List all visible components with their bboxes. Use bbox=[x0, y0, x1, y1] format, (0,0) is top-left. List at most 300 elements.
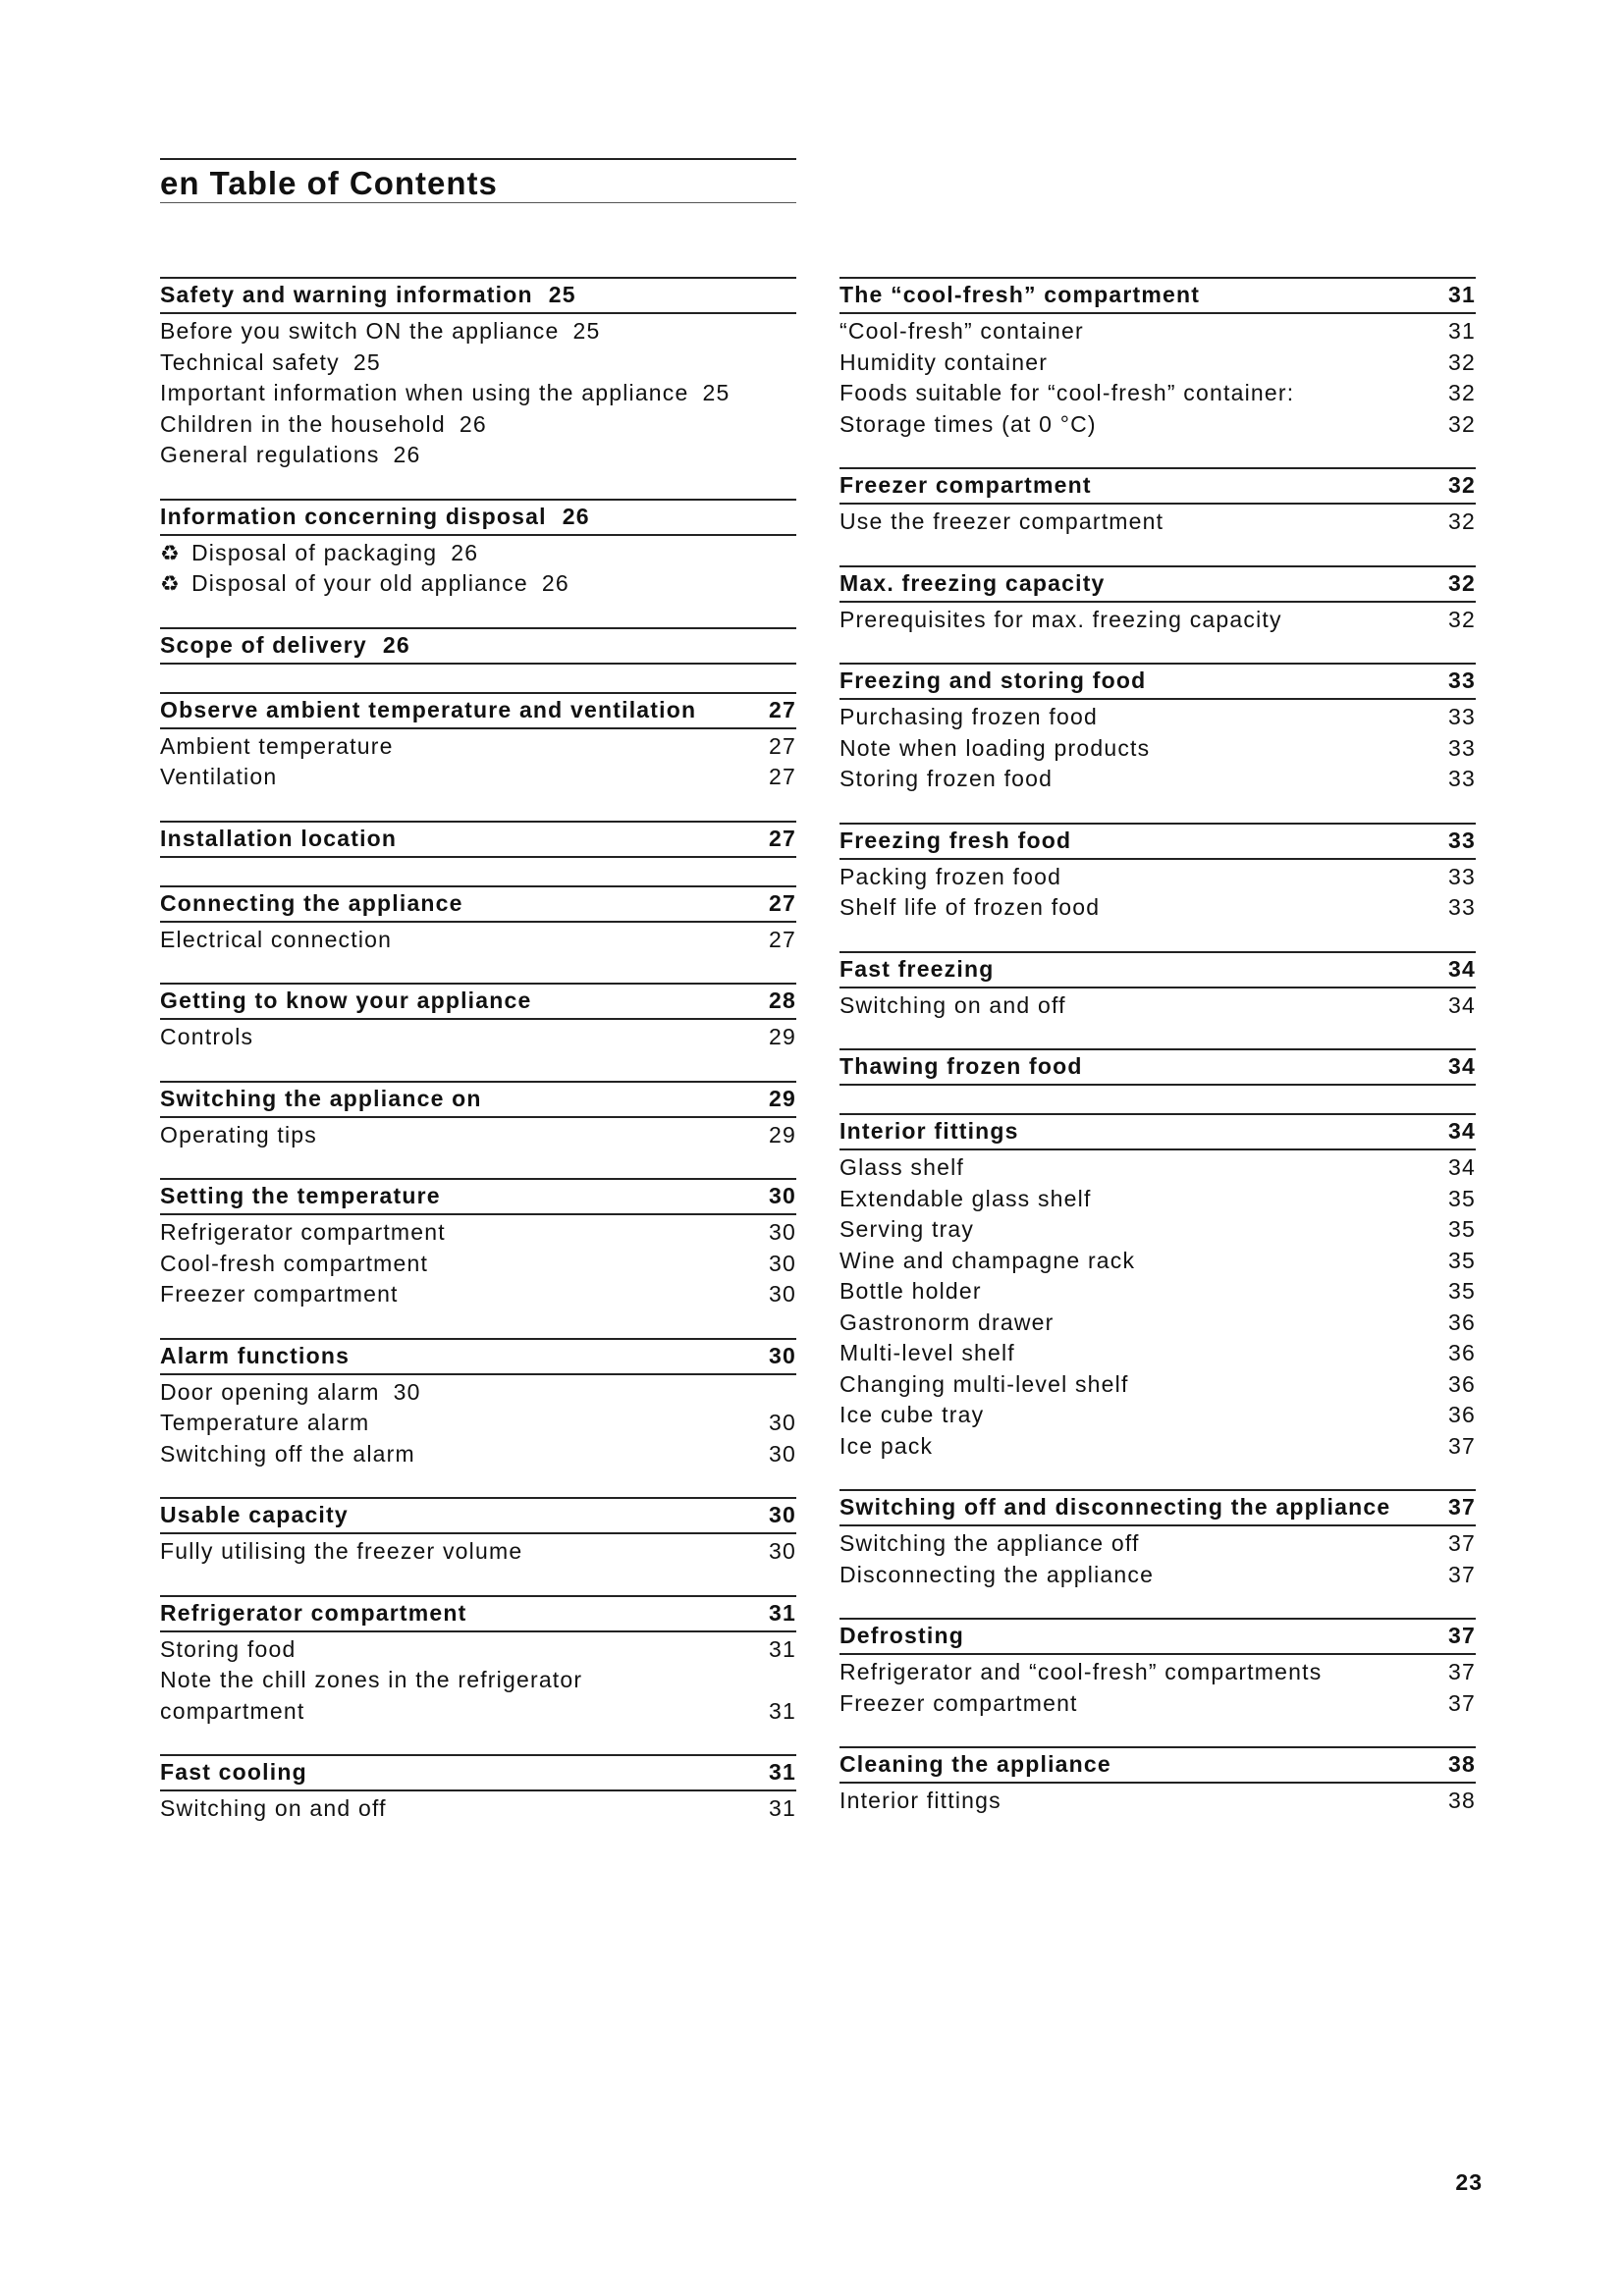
toc-item-list bbox=[160, 1791, 796, 1825]
section-page-number: 37 bbox=[1448, 1623, 1476, 1648]
toc-entry-page-number: 33 bbox=[1448, 734, 1476, 761]
toc-entry-label-wrap bbox=[160, 1634, 296, 1666]
toc-entry-label: “Cool-fresh” container bbox=[839, 318, 1084, 344]
toc-entry-page-number: 31 bbox=[769, 1697, 796, 1724]
section-title: Freezer compartment bbox=[839, 472, 1092, 498]
toc-entry[interactable] bbox=[160, 731, 796, 763]
toc-section bbox=[839, 467, 1476, 538]
toc-entry-label-wrap bbox=[839, 1431, 933, 1463]
toc-entry-label-wrap bbox=[160, 1377, 380, 1409]
toc-entry-label: Ice cube tray bbox=[839, 1402, 985, 1427]
toc-item-list bbox=[839, 1150, 1476, 1462]
toc-entry-label: Refrigerator compartment bbox=[160, 1219, 446, 1245]
toc-section-heading[interactable] bbox=[839, 663, 1476, 700]
toc-entry-label: Foods suitable for “cool-fresh” container: bbox=[839, 380, 1295, 405]
toc-section-heading[interactable] bbox=[839, 1489, 1476, 1526]
toc-entry[interactable] bbox=[839, 1184, 1476, 1215]
toc-item-list bbox=[839, 700, 1476, 795]
toc-entry-label-wrap bbox=[160, 1536, 522, 1568]
toc-entry-label-wrap bbox=[839, 409, 1097, 441]
toc-entry-page-number: 32 bbox=[1448, 380, 1476, 405]
toc-entry-page-number: 27 bbox=[769, 764, 796, 789]
toc-entry-label: Interior fittings bbox=[839, 1788, 1001, 1813]
section-title: Observe ambient temperature and ventilation bbox=[160, 696, 697, 722]
toc-entry-label-wrap bbox=[839, 862, 1061, 893]
toc-entry-label: Door opening alarm bbox=[160, 1378, 380, 1405]
section-title: Cleaning the appliance bbox=[839, 1751, 1111, 1777]
toc-entry-label: Disposal of your old appliance bbox=[191, 570, 528, 596]
toc-entry[interactable] bbox=[839, 1308, 1476, 1339]
section-page-number: 31 bbox=[769, 1759, 796, 1785]
toc-entry[interactable] bbox=[839, 605, 1476, 636]
toc-entry[interactable] bbox=[160, 1665, 796, 1727]
toc-entry-page-number: 32 bbox=[1448, 410, 1476, 437]
toc-entry[interactable] bbox=[839, 1528, 1476, 1560]
toc-section-heading[interactable] bbox=[839, 951, 1476, 988]
toc-entry-label: Packing frozen food bbox=[839, 863, 1062, 889]
toc-section-heading[interactable] bbox=[160, 499, 796, 536]
toc-entry-page-number: 35 bbox=[1448, 1216, 1476, 1242]
toc-entry-label: Disposal of packaging bbox=[191, 539, 438, 565]
page-header bbox=[160, 158, 796, 203]
toc-entry[interactable] bbox=[839, 1338, 1476, 1369]
section-page-number: 27 bbox=[769, 825, 796, 851]
toc-entry[interactable] bbox=[160, 347, 796, 379]
toc-entry[interactable] bbox=[839, 316, 1476, 347]
section-page-number: 34 bbox=[1448, 955, 1476, 982]
toc-entry-label-wrap bbox=[160, 731, 394, 763]
toc-section-heading[interactable] bbox=[160, 692, 796, 729]
toc-section-heading[interactable] bbox=[160, 1595, 796, 1632]
section-title: Usable capacity bbox=[160, 1502, 349, 1527]
toc-entry-page-number: 29 bbox=[769, 1121, 796, 1148]
toc-entry[interactable] bbox=[160, 1536, 796, 1568]
toc-entry-page-number: 35 bbox=[1448, 1278, 1476, 1304]
toc-entry-page-number: 25 bbox=[702, 380, 731, 405]
toc-entry-label: Storing food bbox=[160, 1635, 297, 1662]
section-page-number: 34 bbox=[1448, 1118, 1476, 1144]
toc-entry[interactable] bbox=[160, 1377, 796, 1409]
section-page-number: 25 bbox=[548, 282, 576, 307]
toc-section bbox=[839, 823, 1476, 924]
toc-entry-label: Technical safety bbox=[160, 348, 340, 375]
section-title: Scope of delivery bbox=[160, 631, 367, 658]
toc-entry-label: Prerequisites for max. freezing capacity bbox=[839, 606, 1282, 632]
toc-entry-label-wrap bbox=[839, 1688, 1078, 1720]
toc-section bbox=[160, 1178, 796, 1310]
toc-entry[interactable] bbox=[160, 1217, 796, 1249]
toc-entry[interactable] bbox=[839, 1152, 1476, 1184]
toc-section-heading[interactable] bbox=[839, 1113, 1476, 1150]
toc-section-heading[interactable] bbox=[160, 885, 796, 923]
toc-entry-label-wrap bbox=[839, 1214, 974, 1246]
toc-entry-page-number: 31 bbox=[769, 1795, 796, 1821]
section-title: Fast freezing bbox=[839, 955, 995, 982]
section-title: Connecting the appliance bbox=[160, 889, 463, 916]
toc-entry-page-number: 31 bbox=[769, 1635, 796, 1662]
toc-section bbox=[160, 1338, 796, 1470]
section-page-number: 34 bbox=[1448, 1053, 1476, 1079]
toc-entry-label: Glass shelf bbox=[839, 1154, 964, 1180]
section-page-number: 30 bbox=[769, 1502, 796, 1527]
toc-section-heading[interactable] bbox=[160, 1497, 796, 1534]
toc-entry[interactable] bbox=[160, 1408, 796, 1439]
toc-entry-label-wrap bbox=[839, 507, 1164, 538]
toc-entry-label-wrap bbox=[160, 1217, 446, 1249]
toc-entry-label-wrap bbox=[160, 1022, 253, 1053]
toc-section bbox=[839, 1048, 1476, 1086]
toc-item-list bbox=[839, 1784, 1476, 1817]
toc-item-list bbox=[839, 860, 1476, 924]
toc-item-list bbox=[160, 536, 796, 600]
toc-entry-label-wrap bbox=[839, 1246, 1135, 1277]
toc-entry[interactable] bbox=[839, 409, 1476, 441]
toc-section-heading[interactable] bbox=[839, 565, 1476, 603]
toc-entry-label: Before you switch ON the appliance bbox=[160, 318, 560, 344]
toc-entry[interactable] bbox=[839, 1214, 1476, 1246]
toc-entry[interactable] bbox=[160, 1120, 796, 1151]
toc-section-heading[interactable] bbox=[839, 1618, 1476, 1655]
toc-section-heading[interactable] bbox=[160, 1754, 796, 1791]
toc-section bbox=[160, 885, 796, 956]
toc-entry-label-wrap bbox=[160, 1793, 387, 1825]
toc-entry[interactable] bbox=[160, 1022, 796, 1053]
toc-item-list bbox=[160, 1534, 796, 1568]
toc-entry-page-number: 32 bbox=[1448, 348, 1476, 375]
toc-item-list bbox=[160, 1375, 796, 1470]
toc-entry[interactable] bbox=[839, 1369, 1476, 1401]
toc-section bbox=[839, 1113, 1476, 1462]
section-page-number: 31 bbox=[1448, 282, 1476, 307]
toc-section-heading[interactable] bbox=[160, 983, 796, 1020]
toc-entry[interactable] bbox=[839, 1688, 1476, 1720]
toc-entry[interactable] bbox=[160, 378, 796, 409]
toc-entry-page-number: 32 bbox=[1448, 606, 1476, 632]
toc-entry-page-number: 37 bbox=[1448, 1659, 1476, 1684]
recycle-icon: ♻ bbox=[160, 540, 181, 565]
toc-entry-label: Note when loading products bbox=[839, 734, 1151, 761]
toc-entry-label-wrap bbox=[160, 409, 446, 441]
toc-entry-label: Cool-fresh compartment bbox=[160, 1250, 429, 1276]
toc-entry[interactable] bbox=[839, 862, 1476, 893]
section-title: Installation location bbox=[160, 825, 398, 851]
toc-section bbox=[160, 983, 796, 1053]
toc-entry[interactable] bbox=[839, 347, 1476, 379]
toc-entry[interactable] bbox=[839, 990, 1476, 1022]
toc-entry-page-number: 35 bbox=[1448, 1247, 1476, 1273]
toc-section-heading[interactable] bbox=[160, 1178, 796, 1215]
toc-entry-label-wrap bbox=[160, 1665, 631, 1727]
toc-entry-label: Use the freezer compartment bbox=[839, 508, 1164, 534]
toc-item-list bbox=[160, 729, 796, 793]
section-page-number: 33 bbox=[1448, 667, 1476, 693]
toc-entry[interactable] bbox=[160, 925, 796, 956]
section-page-number: 30 bbox=[769, 1342, 796, 1368]
toc-entry-page-number: 36 bbox=[1448, 1340, 1476, 1365]
toc-entry-label-wrap bbox=[160, 440, 380, 471]
toc-section bbox=[160, 692, 796, 793]
toc-entry[interactable] bbox=[839, 1431, 1476, 1463]
toc-entry-label-wrap bbox=[839, 702, 1098, 733]
toc-entry-page-number: 32 bbox=[1448, 508, 1476, 534]
toc-entry-label-wrap bbox=[160, 1439, 415, 1470]
toc-entry-page-number: 36 bbox=[1448, 1402, 1476, 1427]
toc-entry[interactable] bbox=[839, 1560, 1476, 1591]
toc-entry-label: Temperature alarm bbox=[160, 1410, 370, 1435]
toc-entry-label-wrap bbox=[839, 1308, 1055, 1339]
toc-entry-label: Important information when using the appliance bbox=[160, 380, 689, 405]
section-page-number: 33 bbox=[1448, 827, 1476, 853]
toc-entry-page-number: 25 bbox=[572, 318, 601, 344]
toc-entry-label-wrap bbox=[160, 1279, 399, 1310]
toc-entry[interactable] bbox=[839, 1276, 1476, 1308]
toc-entry[interactable] bbox=[839, 733, 1476, 765]
toc-entry-page-number: 30 bbox=[769, 1440, 796, 1467]
toc-item-list bbox=[160, 1632, 796, 1728]
toc-entry-page-number: 30 bbox=[769, 1538, 796, 1564]
toc-entry[interactable] bbox=[160, 1279, 796, 1310]
toc-entry-label-wrap bbox=[160, 568, 528, 600]
toc-entry[interactable] bbox=[839, 764, 1476, 795]
section-page-number: 28 bbox=[769, 988, 796, 1013]
toc-section-heading[interactable] bbox=[160, 1338, 796, 1375]
section-title: Switching off and disconnecting the appliance bbox=[839, 1494, 1391, 1520]
section-title: Alarm functions bbox=[160, 1342, 351, 1368]
toc-section bbox=[160, 1081, 796, 1151]
toc-entry-page-number: 38 bbox=[1448, 1788, 1476, 1813]
toc-entry-label: Multi-level shelf bbox=[839, 1340, 1015, 1365]
toc-entry-page-number: 26 bbox=[541, 570, 569, 596]
toc-entry-page-number: 31 bbox=[1448, 318, 1476, 344]
toc-entry-label-wrap bbox=[160, 1120, 317, 1151]
toc-entry-page-number: 25 bbox=[352, 348, 381, 375]
toc-entry-page-number: 26 bbox=[459, 410, 487, 437]
toc-entry-page-number: 37 bbox=[1448, 1689, 1476, 1716]
toc-entry-label-wrap bbox=[839, 1657, 1322, 1688]
toc-entry-page-number: 33 bbox=[1448, 863, 1476, 889]
page-number: 23 bbox=[1455, 2169, 1483, 2195]
toc-item-list bbox=[839, 988, 1476, 1022]
toc-entry-label: Freezer compartment bbox=[160, 1281, 399, 1307]
toc-entry[interactable] bbox=[839, 378, 1476, 409]
section-title: Safety and warning information bbox=[160, 282, 533, 307]
section-page-number: 32 bbox=[1448, 569, 1476, 596]
toc-entry-label-wrap bbox=[839, 1786, 1001, 1817]
toc-entry-page-number: 33 bbox=[1448, 766, 1476, 791]
toc-section-heading[interactable] bbox=[160, 277, 796, 314]
section-title: Freezing and storing food bbox=[839, 667, 1147, 693]
toc-entry-label-wrap bbox=[160, 1408, 369, 1439]
toc-entry-label-wrap bbox=[839, 1400, 984, 1431]
toc-section bbox=[839, 663, 1476, 795]
section-title: Refrigerator compartment bbox=[160, 1599, 467, 1626]
section-title: Freezing fresh food bbox=[839, 827, 1072, 853]
toc-left-column bbox=[160, 277, 796, 1852]
toc-entry-label: Fully utilising the freezer volume bbox=[160, 1538, 523, 1564]
section-page-number: 29 bbox=[769, 1085, 796, 1111]
toc-entry-label-wrap bbox=[839, 990, 1066, 1022]
toc-entry[interactable] bbox=[160, 762, 796, 793]
toc-entry-label: Refrigerator and “cool-fresh” compartments bbox=[839, 1659, 1323, 1684]
toc-entry-label: Controls bbox=[160, 1024, 254, 1049]
toc-entry[interactable] bbox=[160, 1249, 796, 1280]
toc-item-list bbox=[160, 1118, 796, 1151]
toc-section-heading[interactable] bbox=[839, 1746, 1476, 1784]
toc-entry-page-number: 33 bbox=[1448, 704, 1476, 729]
toc-entry-label-wrap bbox=[160, 925, 392, 956]
toc-entry-label-wrap bbox=[160, 347, 340, 379]
toc-section-heading[interactable] bbox=[160, 627, 796, 665]
toc-entry-page-number: 29 bbox=[769, 1024, 796, 1049]
toc-entry-label: Ventilation bbox=[160, 764, 278, 789]
toc-entry-label-wrap bbox=[839, 892, 1100, 924]
toc-entry-page-number: 35 bbox=[1448, 1185, 1476, 1211]
toc-entry-label: Wine and champagne rack bbox=[839, 1247, 1136, 1273]
toc-entry-label-wrap bbox=[160, 538, 437, 569]
toc-entry-label-wrap bbox=[839, 347, 1048, 379]
toc-entry[interactable] bbox=[839, 1657, 1476, 1688]
toc-entry-label-wrap bbox=[160, 1249, 428, 1280]
toc-entry-label: Disconnecting the appliance bbox=[839, 1561, 1155, 1587]
toc-section bbox=[160, 499, 796, 600]
toc-entry-label: Note the chill zones in the refrigerator compartment bbox=[160, 1667, 583, 1724]
toc-right-column bbox=[839, 277, 1476, 1844]
toc-entry-label-wrap bbox=[839, 1184, 1092, 1215]
toc-entry-page-number: 30 bbox=[393, 1378, 421, 1405]
toc-entry-page-number: 30 bbox=[769, 1281, 796, 1307]
toc-section bbox=[160, 821, 796, 858]
toc-item-list bbox=[839, 603, 1476, 636]
toc-entry-label: Ambient temperature bbox=[160, 732, 394, 759]
section-title: Setting the temperature bbox=[160, 1183, 441, 1208]
toc-entry-label: Changing multi-level shelf bbox=[839, 1370, 1129, 1397]
section-page-number: 27 bbox=[769, 696, 796, 722]
toc-entry-page-number: 36 bbox=[1448, 1308, 1476, 1335]
recycle-icon: ♻ bbox=[160, 571, 181, 596]
toc-entry-page-number: 26 bbox=[393, 442, 421, 467]
toc-section bbox=[839, 1489, 1476, 1590]
toc-entry[interactable] bbox=[160, 568, 796, 600]
toc-entry-label: Gastronorm drawer bbox=[839, 1308, 1055, 1335]
section-title: Information concerning disposal bbox=[160, 503, 547, 529]
toc-entry-page-number: 27 bbox=[769, 926, 796, 952]
toc-entry-label-wrap bbox=[839, 605, 1282, 636]
toc-entry[interactable] bbox=[160, 1439, 796, 1470]
toc-entry-page-number: 30 bbox=[769, 1410, 796, 1435]
toc-entry[interactable] bbox=[839, 507, 1476, 538]
section-page-number: 27 bbox=[769, 889, 796, 916]
section-page-number: 37 bbox=[1448, 1494, 1476, 1520]
toc-entry-label-wrap bbox=[839, 1528, 1140, 1560]
section-title: Interior fittings bbox=[839, 1118, 1019, 1144]
toc-item-list bbox=[160, 1020, 796, 1053]
toc-section-heading[interactable] bbox=[160, 1081, 796, 1118]
toc-entry[interactable] bbox=[160, 316, 796, 347]
toc-entry-label: Storage times (at 0 °C) bbox=[839, 410, 1097, 437]
toc-section bbox=[839, 1746, 1476, 1817]
toc-item-list bbox=[160, 923, 796, 956]
toc-entry-label: Switching off the alarm bbox=[160, 1440, 415, 1467]
toc-entry-label: Children in the household bbox=[160, 410, 446, 437]
toc-section-heading[interactable] bbox=[839, 277, 1476, 314]
toc-entry-label: Bottle holder bbox=[839, 1278, 982, 1304]
toc-entry-page-number: 30 bbox=[769, 1219, 796, 1245]
toc-section bbox=[839, 1618, 1476, 1719]
page-title: en Table of Contents bbox=[160, 165, 498, 201]
toc-entry-label-wrap bbox=[160, 378, 689, 409]
toc-entry-page-number: 34 bbox=[1448, 991, 1476, 1018]
section-page-number: 31 bbox=[769, 1599, 796, 1626]
section-title: Defrosting bbox=[839, 1623, 964, 1648]
toc-entry-label: Purchasing frozen food bbox=[839, 704, 1098, 729]
toc-entry-label-wrap bbox=[839, 1338, 1015, 1369]
toc-entry-label-wrap bbox=[839, 378, 1294, 409]
toc-section bbox=[160, 1754, 796, 1825]
toc-entry-label: Humidity container bbox=[839, 348, 1049, 375]
toc-entry-label: Operating tips bbox=[160, 1121, 317, 1148]
toc-entry[interactable] bbox=[160, 1634, 796, 1666]
toc-entry-page-number: 27 bbox=[769, 732, 796, 759]
toc-section bbox=[839, 951, 1476, 1022]
toc-entry-label-wrap bbox=[839, 1276, 982, 1308]
toc-entry-label-wrap bbox=[839, 733, 1150, 765]
toc-entry[interactable] bbox=[839, 1400, 1476, 1431]
toc-item-list bbox=[160, 1215, 796, 1310]
toc-entry-page-number: 37 bbox=[1448, 1432, 1476, 1459]
toc-entry[interactable] bbox=[839, 1246, 1476, 1277]
toc-entry[interactable] bbox=[160, 538, 796, 569]
toc-entry-label: General regulations bbox=[160, 442, 380, 467]
toc-entry[interactable] bbox=[839, 702, 1476, 733]
toc-entry-page-number: 34 bbox=[1448, 1154, 1476, 1180]
toc-entry-label: Switching the appliance off bbox=[839, 1530, 1140, 1556]
toc-section bbox=[160, 277, 796, 471]
toc-section-heading[interactable] bbox=[160, 821, 796, 858]
toc-entry-page-number: 37 bbox=[1448, 1530, 1476, 1556]
section-page-number: 26 bbox=[562, 503, 590, 529]
toc-section bbox=[839, 565, 1476, 636]
section-page-number: 26 bbox=[382, 631, 410, 658]
toc-entry-page-number: 36 bbox=[1448, 1370, 1476, 1397]
section-title: Max. freezing capacity bbox=[839, 569, 1106, 596]
toc-entry-label-wrap bbox=[839, 1152, 964, 1184]
toc-item-list bbox=[160, 314, 796, 471]
section-page-number: 30 bbox=[769, 1183, 796, 1208]
toc-section bbox=[160, 1497, 796, 1568]
toc-entry[interactable] bbox=[839, 1786, 1476, 1817]
toc-entry-label-wrap bbox=[839, 1560, 1154, 1591]
section-title: Thawing frozen food bbox=[839, 1053, 1083, 1079]
toc-entry-label: Serving tray bbox=[839, 1216, 975, 1242]
section-title: Getting to know your appliance bbox=[160, 988, 532, 1013]
toc-entry[interactable] bbox=[160, 1793, 796, 1825]
toc-entry-label: Ice pack bbox=[839, 1432, 934, 1459]
toc-entry-label-wrap bbox=[839, 764, 1053, 795]
toc-entry[interactable] bbox=[839, 892, 1476, 924]
toc-section bbox=[160, 627, 796, 665]
section-page-number: 32 bbox=[1448, 472, 1476, 498]
toc-section-heading[interactable] bbox=[839, 467, 1476, 505]
toc-item-list bbox=[839, 505, 1476, 538]
toc-entry[interactable] bbox=[160, 409, 796, 441]
section-title: Fast cooling bbox=[160, 1759, 307, 1785]
toc-entry-label: Freezer compartment bbox=[839, 1689, 1078, 1716]
toc-entry[interactable] bbox=[160, 440, 796, 471]
toc-section-heading[interactable] bbox=[839, 823, 1476, 860]
toc-entry-page-number: 30 bbox=[769, 1250, 796, 1276]
toc-section-heading[interactable] bbox=[839, 1048, 1476, 1086]
toc-section bbox=[839, 277, 1476, 440]
